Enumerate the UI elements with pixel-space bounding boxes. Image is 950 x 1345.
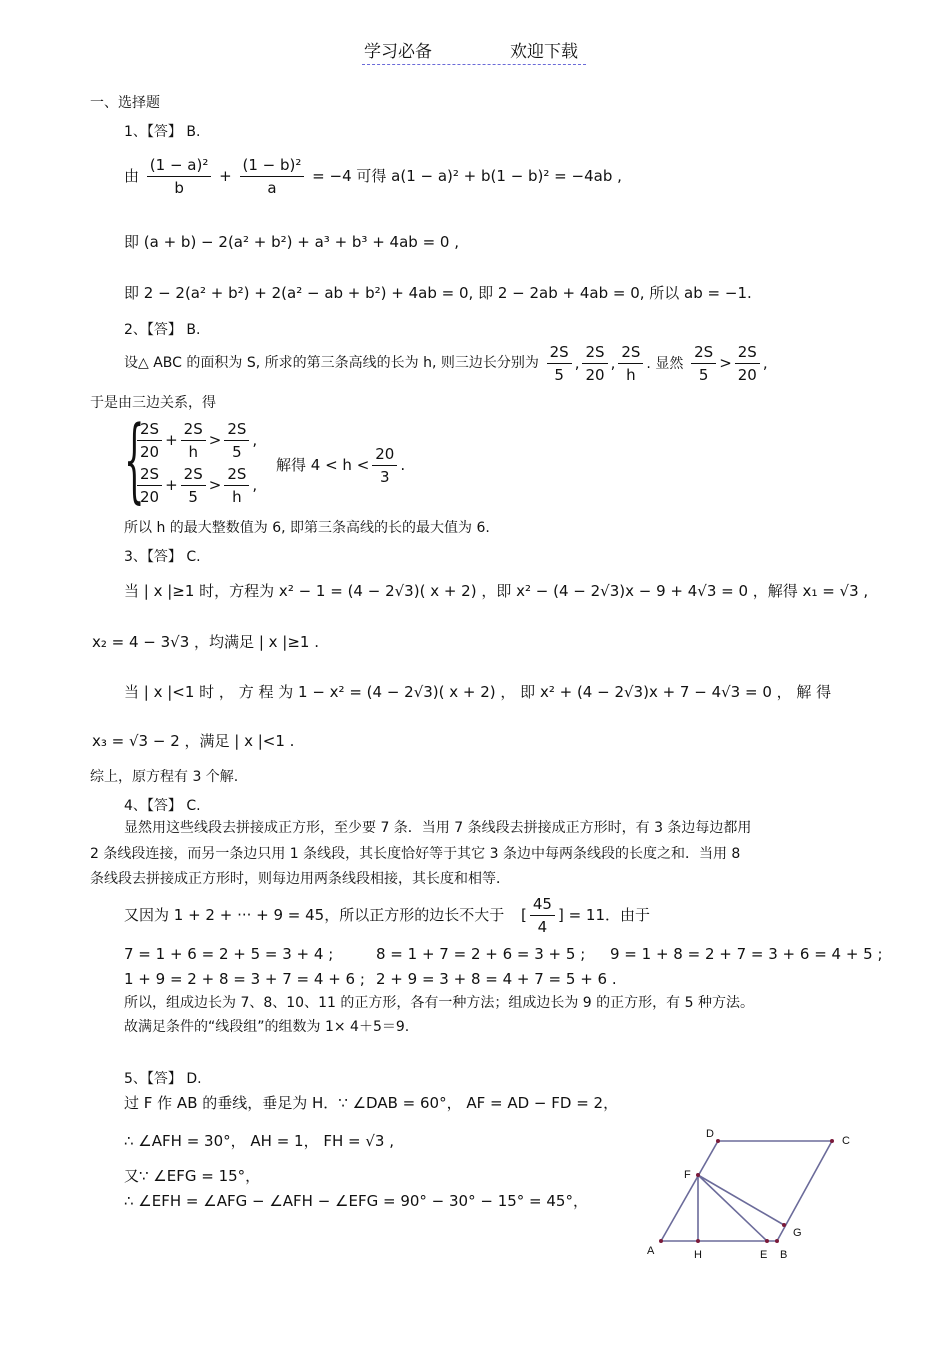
q4-eq-2: 8 = 1 + 7 = 2 + 6 = 3 + 5 ; bbox=[376, 945, 586, 963]
q2-side-2 bbox=[582, 343, 607, 384]
q2-s2-a-num: 2S bbox=[137, 465, 162, 486]
q2-side-3-num: 2S bbox=[618, 343, 643, 364]
q1-frac1-num: (1 − a)² bbox=[147, 156, 212, 177]
point-C bbox=[830, 1139, 834, 1143]
q2-s1-c-den: 5 bbox=[232, 443, 242, 461]
q2-s1-a bbox=[137, 420, 162, 461]
header-left: 学习必备 bbox=[364, 42, 432, 62]
q4-p6: 故满足条件的“线段组”的组数为 1× 4＋5＝9. bbox=[124, 1019, 410, 1035]
q2-s2-b bbox=[181, 465, 206, 506]
q4-p4 bbox=[124, 895, 650, 936]
q2-cmp-left-den: 5 bbox=[698, 366, 709, 384]
q2-solve-end: . bbox=[400, 456, 406, 474]
q5-answer: 5、【答】 D. bbox=[124, 1071, 202, 1087]
q4-eq-5: 2 + 9 = 3 + 8 = 4 + 7 = 5 + 6 . bbox=[376, 970, 617, 988]
q2-side-3-den: h bbox=[626, 366, 636, 384]
q2-line2: 于是由三边关系，得 bbox=[90, 395, 216, 411]
q4-p2: 2 条线段连接，而另一条边只用 1 条线段，其长度恰好等于其它 3 条边中每两条线段的长度之和．当用 8 bbox=[90, 846, 741, 862]
point-F bbox=[696, 1173, 700, 1177]
q2-s1-b-num: 2S bbox=[181, 420, 206, 441]
q2-s2-c-num: 2S bbox=[224, 465, 249, 486]
q2-solve-prefix: 解得 4 < h < bbox=[276, 456, 370, 474]
q5-line2: ∴ ∠AFH = 30°， AH = 1， FH = √3 , bbox=[124, 1132, 394, 1150]
q2-side-1-den: 5 bbox=[554, 366, 564, 384]
parallelogram-figure bbox=[640, 1120, 860, 1265]
q2-s2-a bbox=[137, 465, 162, 506]
q2-side-2-den: 20 bbox=[585, 366, 605, 384]
q2-solve-num: 20 bbox=[372, 445, 397, 466]
q2-s2-b-den: 5 bbox=[188, 488, 198, 506]
q2-cmp-right-num: 2S bbox=[735, 343, 760, 364]
q2-side-1 bbox=[547, 343, 572, 384]
q1-line1 bbox=[124, 156, 622, 197]
q2-system-brace: { bbox=[124, 406, 145, 513]
q1-frac1 bbox=[147, 156, 212, 197]
q2-line1: 设△ ABC 的面积为 S, 所求的第三条高线的长为 h, 则三边长分别为 $\frac{2S}{5}$ , $\frac{2S}{20}$ , $\frac{2S}{h}$ . 显然 $\frac{2S}{5}$ > $\frac{2S}{20}$ , bbox=[124, 343, 768, 384]
segment-DA bbox=[661, 1141, 718, 1241]
label-F: F bbox=[684, 1169, 691, 1181]
label-E: E bbox=[760, 1249, 768, 1261]
q4-p1: 显然用这些线段去拼接成正方形，至少要 7 条．当用 7 条线段去拼接成正方形时，有 3 条边每边都用 bbox=[124, 820, 752, 836]
point-G bbox=[782, 1223, 786, 1227]
q2-s1-a-num: 2S bbox=[137, 420, 162, 441]
q2-s2-a-den: 20 bbox=[139, 488, 160, 506]
q2-cmp-right-den: 20 bbox=[737, 366, 757, 384]
q2-system-row1: $\frac{2S}{20}$ + $\frac{2S}{h}$ > $\frac{2S}{5}$ , bbox=[134, 420, 257, 461]
q1-plus: + bbox=[219, 167, 232, 185]
q2-conclusion: 所以 h 的最大整数值为 6, 即第三条高线的长的最大值为 6. bbox=[124, 520, 490, 536]
point-H bbox=[696, 1239, 700, 1243]
segment-FG bbox=[698, 1175, 784, 1225]
q2-obviously: . 显然 bbox=[646, 356, 684, 372]
q2-answer: 2、【答】 B. bbox=[124, 322, 201, 338]
label-B: B bbox=[780, 1249, 788, 1261]
label-G: G bbox=[793, 1227, 802, 1239]
q2-side-2-num: 2S bbox=[582, 343, 607, 364]
q2-s2-c bbox=[224, 465, 249, 506]
q2-solve-den: 3 bbox=[380, 468, 390, 486]
q3-answer: 3、【答】 C. bbox=[124, 549, 201, 565]
q2-s1-c-num: 2S bbox=[224, 420, 249, 441]
q4-p5: 所以，组成边长为 7、8、10、11 的正方形，各有一种方法；组成边长为 9 的正方形，有 5 种方法。 bbox=[124, 995, 754, 1011]
q1-line3: 即 2 − 2(a² + b²) + 2(a² − ab + b²) + 4ab = 0, 即 2 − 2ab + 4ab = 0, 所以 ab = −1. bbox=[124, 284, 752, 302]
point-D bbox=[716, 1139, 720, 1143]
q5-line3: 又∵ ∠EFG = 15°， bbox=[124, 1167, 261, 1185]
point-A bbox=[659, 1239, 663, 1243]
q1-frac1-den: b bbox=[174, 179, 184, 197]
q4-eq-1: 7 = 1 + 6 = 2 + 5 = 3 + 4 ; bbox=[124, 945, 334, 963]
q5-line4: ∴ ∠EFH = ∠AFG − ∠AFH − ∠EFG = 90° − 30° − 15° = 45°， bbox=[124, 1192, 588, 1210]
segment-FE bbox=[698, 1175, 767, 1241]
q3-line1: 当 | x |≥1 时，方程为 x² − 1 = (4 − 2√3)( x + 2) ，即 x² − (4 − 2√3)x − 9 + 4√3 = 0 ，解得 x₁ = √3 , bbox=[124, 582, 869, 600]
q1-frac2-num: (1 − b)² bbox=[240, 156, 305, 177]
q4-answer: 4、【答】 C. bbox=[124, 798, 201, 814]
q2-s1-b bbox=[181, 420, 206, 461]
q1-prefix: 由 bbox=[124, 167, 140, 185]
point-B bbox=[775, 1239, 779, 1243]
q2-cmp-sign: > bbox=[719, 354, 732, 372]
q2-s2-c-den: h bbox=[232, 488, 242, 506]
q4-p4-num: 45 bbox=[530, 895, 555, 916]
q2-s1-b-den: h bbox=[188, 443, 198, 461]
section-title: 一、选择题 bbox=[90, 95, 160, 111]
q3-line2: x₂ = 4 − 3√3 ，均满足 | x |≥1 . bbox=[92, 633, 319, 651]
q4-p4-suffix: ] = 11．由于 bbox=[557, 906, 650, 924]
header-underline bbox=[362, 64, 586, 65]
q4-p4-prefix: 又因为 1 + 2 + ··· + 9 = 45，所以正方形的边长不大于 bbox=[124, 906, 505, 924]
q2-s2-b-num: 2S bbox=[181, 465, 206, 486]
q4-p4-frac bbox=[530, 895, 555, 936]
label-H: H bbox=[694, 1249, 702, 1261]
q2-solve bbox=[276, 445, 405, 486]
label-C: C bbox=[842, 1135, 850, 1147]
q2-cmp-right bbox=[735, 343, 760, 384]
q2-cmp-left bbox=[691, 343, 716, 384]
q4-p4-bracket: [ bbox=[521, 906, 527, 924]
label-D: D bbox=[706, 1128, 714, 1140]
q2-cmp-end: , bbox=[762, 354, 768, 372]
q2-s1-c bbox=[224, 420, 249, 461]
q3-line4: x₃ = √3 − 2 ，满足 | x |<1 . bbox=[92, 732, 295, 750]
q2-system-row2: $\frac{2S}{20}$ + $\frac{2S}{5}$ > $\frac{2S}{h}$ , bbox=[134, 465, 257, 506]
header-right: 欢迎下载 bbox=[510, 42, 578, 62]
q2-s1-a-den: 20 bbox=[139, 443, 160, 461]
q4-eq-3: 9 = 1 + 8 = 2 + 7 = 3 + 6 = 4 + 5 ; bbox=[610, 945, 883, 963]
q2-intro: 设△ ABC 的面积为 S, 所求的第三条高线的长为 h, 则三边长分别为 bbox=[124, 355, 539, 372]
label-A: A bbox=[647, 1245, 655, 1257]
q4-eq-4: 1 + 9 = 2 + 8 = 3 + 7 = 4 + 6 ; bbox=[124, 970, 365, 988]
q2-side-3 bbox=[618, 343, 643, 384]
q4-p4-den: 4 bbox=[537, 918, 548, 936]
q4-p3: 条线段去拼接成正方形时，则每边用两条线段相接，其长度和相等． bbox=[90, 871, 510, 887]
q1-line2: 即 (a + b) − 2(a² + b²) + a³ + b³ + 4ab = 0 , bbox=[124, 233, 459, 251]
q1-answer: 1、【答】 B. bbox=[124, 124, 201, 140]
q2-side-1-num: 2S bbox=[547, 343, 572, 364]
q3-line3: 当 | x |<1 时 ， 方 程 为 1 − x² = (4 − 2√3)( x + 2) ， 即 x² + (4 − 2√3)x + 7 − 4√3 = 0 ， 解 得 bbox=[124, 683, 832, 701]
q1-result: = −4 可得 a(1 − a)² + b(1 − b)² = −4ab , bbox=[312, 167, 622, 185]
q5-line1: 过 F 作 AB 的垂线，垂足为 H．∵ ∠DAB = 60°， AF = AD − FD = 2， bbox=[124, 1094, 619, 1112]
point-E bbox=[765, 1239, 769, 1243]
q1-frac2-den: a bbox=[267, 179, 277, 197]
q3-summary: 综上，原方程有 3 个解. bbox=[90, 769, 239, 785]
q2-cmp-left-num: 2S bbox=[691, 343, 716, 364]
q2-solve-frac bbox=[372, 445, 397, 486]
q1-frac2 bbox=[240, 156, 305, 197]
